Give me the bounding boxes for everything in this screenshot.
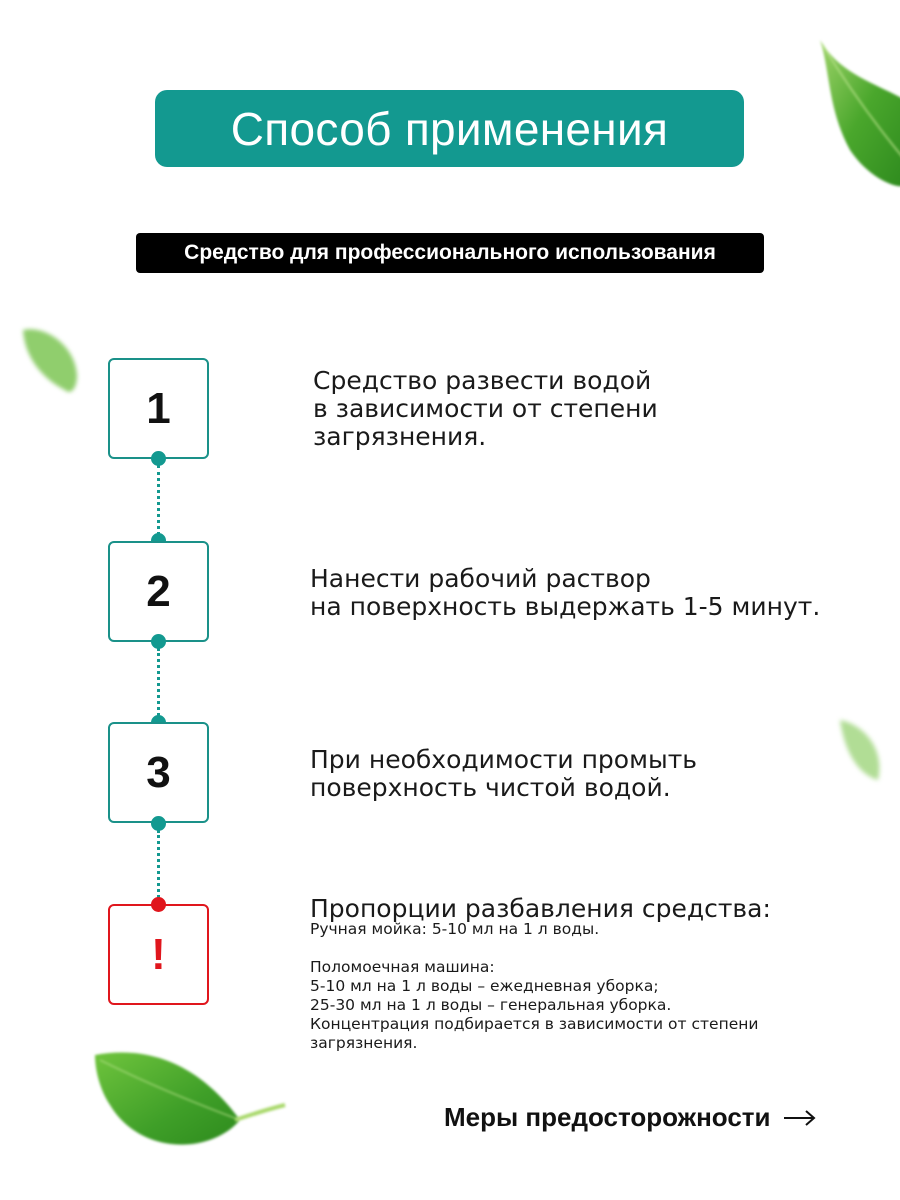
step-number: 1	[146, 383, 171, 433]
dilution-title: Пропорции разбавления средства:	[310, 894, 771, 923]
leaf-decoration-right-icon	[820, 710, 890, 790]
step-3-text	[310, 746, 697, 802]
step-2-text	[310, 565, 820, 621]
page-title: Способ применения	[230, 102, 669, 155]
dilution-details	[310, 920, 758, 1053]
dilution-line: Концентрация подбирается в зависимости от степени	[310, 1015, 759, 1033]
dilution-line: 5-10 мл на 1 л воды – ежедневная уборка;	[310, 977, 659, 995]
dilution-line: Поломоечная машина:	[310, 958, 495, 976]
step-text-line: Нанести рабочий раствор	[310, 564, 651, 593]
dilution-line: загрязнения.	[310, 1034, 418, 1052]
step-number: 3	[146, 747, 171, 797]
connector-dot	[151, 634, 166, 649]
leaf-decoration-bottom-left-icon	[90, 1045, 290, 1155]
dilution-line: Ручная мойка: 5-10 мл на 1 л воды.	[310, 920, 600, 938]
exclamation-icon: !	[151, 929, 166, 979]
warning-dot	[151, 897, 166, 912]
connector-dot	[151, 816, 166, 831]
step-2-box	[108, 541, 209, 642]
step-text-line: на поверхность выдержать 1-5 минут.	[310, 592, 821, 621]
step-connector	[157, 648, 160, 716]
dilution-line	[310, 939, 758, 958]
leaf-decoration-left-icon	[15, 320, 85, 400]
step-number: 2	[146, 566, 171, 616]
step-1-text	[313, 367, 658, 451]
step-connector	[157, 830, 160, 898]
banner-text: Средство для профессионального использования	[184, 241, 716, 264]
page-header	[155, 90, 744, 167]
precautions-label: Меры предосторожности	[444, 1102, 771, 1132]
warning-box	[108, 904, 209, 1005]
dilution-line: 25-30 мл на 1 л воды – генеральная уборка.	[310, 996, 672, 1014]
leaf-decoration-top-right-icon	[810, 30, 900, 190]
step-text-line: поверхность чистой водой.	[310, 773, 671, 802]
professional-use-banner	[136, 233, 764, 273]
connector-dot	[151, 451, 166, 466]
step-1-box	[108, 358, 209, 459]
step-text-line: Средство развести водой	[313, 366, 652, 395]
arrow-right-icon	[783, 1109, 817, 1127]
step-3-box	[108, 722, 209, 823]
step-text-line: в зависимости от степени	[313, 394, 658, 423]
step-connector	[157, 465, 160, 535]
step-text-line: загрязнения.	[313, 422, 487, 451]
step-text-line: При необходимости промыть	[310, 745, 697, 774]
precautions-link[interactable]	[444, 1102, 817, 1133]
